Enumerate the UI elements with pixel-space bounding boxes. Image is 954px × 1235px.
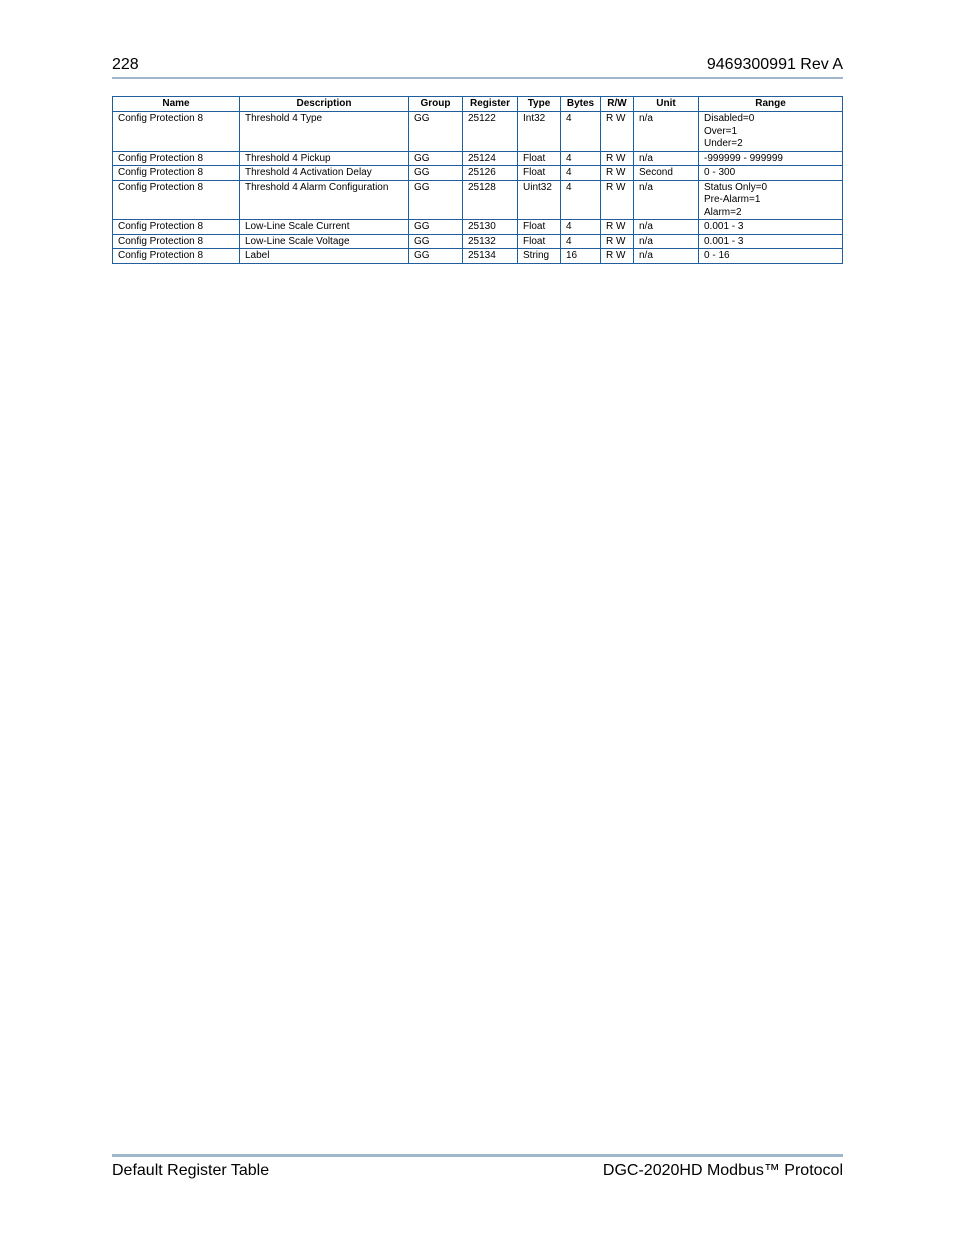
cell-name: Config Protection 8 bbox=[113, 151, 240, 166]
cell-bytes: 4 bbox=[561, 180, 601, 220]
cell-register: 25130 bbox=[463, 220, 518, 235]
cell-register: 25124 bbox=[463, 151, 518, 166]
cell-group: GG bbox=[409, 220, 463, 235]
cell-unit: Second bbox=[634, 166, 699, 181]
cell-description: Low-Line Scale Voltage bbox=[240, 234, 409, 249]
page-header bbox=[112, 55, 843, 79]
cell-description: Threshold 4 Alarm Configuration bbox=[240, 180, 409, 220]
cell-range bbox=[699, 112, 843, 152]
cell-register: 25134 bbox=[463, 249, 518, 264]
page-footer bbox=[112, 1154, 843, 1183]
cell-type: Float bbox=[518, 220, 561, 235]
cell-rw: R W bbox=[601, 112, 634, 152]
cell-bytes: 4 bbox=[561, 166, 601, 181]
cell-rw: R W bbox=[601, 234, 634, 249]
cell-range bbox=[699, 180, 843, 220]
table-row bbox=[113, 220, 843, 235]
cell-name: Config Protection 8 bbox=[113, 112, 240, 152]
cell-group: GG bbox=[409, 151, 463, 166]
range-line: Under=2 bbox=[704, 138, 743, 149]
range-line: Over=1 bbox=[704, 125, 738, 137]
cell-group: GG bbox=[409, 234, 463, 249]
cell-group: GG bbox=[409, 112, 463, 152]
cell-unit: n/a bbox=[634, 249, 699, 264]
cell-rw: R W bbox=[601, 180, 634, 220]
footer-document-title: DGC-2020HD Modbus™ Protocol bbox=[602, 1162, 843, 1179]
column-header-description: Description bbox=[240, 97, 409, 112]
column-header-bytes: Bytes bbox=[561, 97, 601, 112]
cell-bytes: 4 bbox=[561, 234, 601, 249]
table-row bbox=[113, 180, 843, 220]
cell-name: Config Protection 8 bbox=[113, 234, 240, 249]
cell-group: GG bbox=[409, 249, 463, 264]
cell-register: 25128 bbox=[463, 180, 518, 220]
cell-unit: n/a bbox=[634, 180, 699, 220]
cell-type: Uint32 bbox=[518, 180, 561, 220]
table-row bbox=[113, 234, 843, 249]
column-header-type: Type bbox=[518, 97, 561, 112]
cell-unit: n/a bbox=[634, 234, 699, 249]
cell-range: 0 - 16 bbox=[699, 249, 843, 264]
cell-description: Threshold 4 Activation Delay bbox=[240, 166, 409, 181]
cell-name: Config Protection 8 bbox=[113, 166, 240, 181]
table-row bbox=[113, 249, 843, 264]
table-row bbox=[113, 151, 843, 166]
column-header-group: Group bbox=[409, 97, 463, 112]
document-id: 9469300991 Rev A bbox=[706, 56, 843, 73]
cell-name: Config Protection 8 bbox=[113, 220, 240, 235]
cell-bytes: 4 bbox=[561, 220, 601, 235]
cell-unit: n/a bbox=[634, 220, 699, 235]
range-line: Disabled=0 bbox=[704, 113, 755, 124]
cell-range: 0.001 - 3 bbox=[699, 234, 843, 249]
table-row bbox=[113, 112, 843, 152]
cell-unit: n/a bbox=[634, 112, 699, 152]
cell-type: String bbox=[518, 249, 561, 264]
cell-name: Config Protection 8 bbox=[113, 180, 240, 220]
cell-range: 0 - 300 bbox=[699, 166, 843, 181]
cell-rw: R W bbox=[601, 151, 634, 166]
table-header-row bbox=[113, 97, 843, 112]
footer-section-title: Default Register Table bbox=[112, 1162, 270, 1179]
cell-bytes: 16 bbox=[561, 249, 601, 264]
column-header-range: Range bbox=[699, 97, 843, 112]
cell-rw: R W bbox=[601, 220, 634, 235]
cell-description: Label bbox=[240, 249, 409, 264]
cell-register: 25122 bbox=[463, 112, 518, 152]
column-header-register: Register bbox=[463, 97, 518, 112]
column-header-rw: R/W bbox=[601, 97, 634, 112]
cell-type: Float bbox=[518, 151, 561, 166]
cell-description: Threshold 4 Pickup bbox=[240, 151, 409, 166]
cell-type: Int32 bbox=[518, 112, 561, 152]
cell-type: Float bbox=[518, 166, 561, 181]
column-header-unit: Unit bbox=[634, 97, 699, 112]
cell-bytes: 4 bbox=[561, 151, 601, 166]
cell-bytes: 4 bbox=[561, 112, 601, 152]
page-number: 228 bbox=[112, 56, 139, 73]
cell-register: 25126 bbox=[463, 166, 518, 181]
range-line: Status Only=0 bbox=[704, 181, 768, 193]
range-line: Alarm=2 bbox=[704, 206, 742, 218]
cell-name: Config Protection 8 bbox=[113, 249, 240, 264]
cell-group: GG bbox=[409, 180, 463, 220]
cell-rw: R W bbox=[601, 166, 634, 181]
cell-type: Float bbox=[518, 234, 561, 249]
cell-description: Threshold 4 Type bbox=[240, 112, 409, 152]
cell-range: 0.001 - 3 bbox=[699, 220, 843, 235]
cell-group: GG bbox=[409, 166, 463, 181]
cell-rw: R W bbox=[601, 249, 634, 264]
cell-unit: n/a bbox=[634, 151, 699, 166]
range-line: Pre-Alarm=1 bbox=[704, 194, 761, 205]
register-table bbox=[112, 96, 843, 264]
table-row bbox=[113, 166, 843, 181]
cell-description: Low-Line Scale Current bbox=[240, 220, 409, 235]
column-header-name: Name bbox=[113, 97, 240, 112]
cell-register: 25132 bbox=[463, 234, 518, 249]
cell-range: -999999 - 999999 bbox=[699, 151, 843, 166]
